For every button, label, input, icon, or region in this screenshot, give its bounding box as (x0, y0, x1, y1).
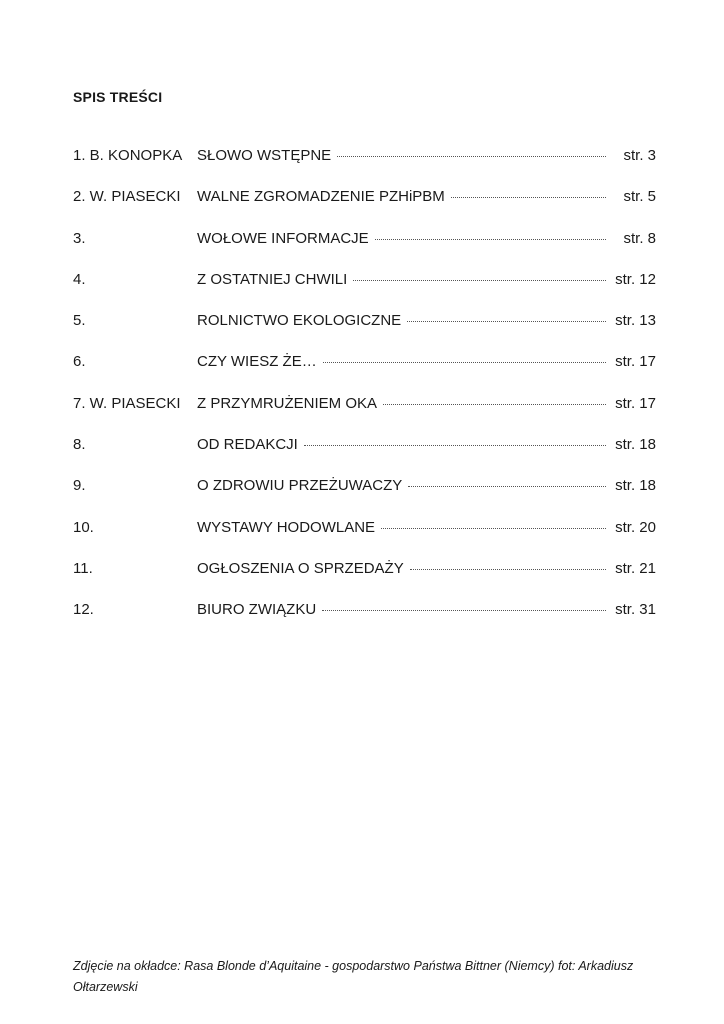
toc-list (73, 147, 656, 643)
toc-entry-number: 10. (73, 518, 94, 536)
toc-entry-title: Z PRZYMRUŻENIEM OKA (197, 394, 378, 412)
toc-entry-title: O ZDROWIU PRZEŻUWACZY (197, 477, 403, 495)
dot-leader (407, 321, 606, 322)
toc-entry (73, 436, 656, 477)
toc-entry-page: str. 21 (615, 559, 656, 577)
toc-entry-page: str. 17 (615, 353, 656, 371)
toc-entry-title: WALNE ZGROMADZENIE PZHiPBM (197, 188, 445, 206)
toc-entry-page: str. 3 (623, 147, 656, 164)
toc-entry-number: 7. W. PIASECKI (73, 394, 181, 412)
toc-entry (73, 353, 656, 394)
toc-entry-page: str. 13 (615, 312, 656, 330)
dot-leader (304, 445, 606, 446)
toc-entry-title: WOŁOWE INFORMACJE (197, 229, 369, 247)
dot-leader (322, 610, 606, 611)
cover-photo-caption: Zdjęcie na okładce: Rasa Blonde d’Aquitaine - gospodarstwo Państwa Bittner (Niemcy) fot: Arkadiusz Ołtarzewski (73, 959, 634, 994)
toc-entry-number: 8. (73, 436, 86, 454)
toc-entry-number: 4. (73, 270, 86, 288)
dot-leader (383, 404, 606, 405)
toc-entry-title: SŁOWO WSTĘPNE (197, 147, 332, 164)
toc-entry (73, 395, 656, 436)
toc-entry-page: str. 5 (623, 188, 656, 206)
toc-entry-number: 2. W. PIASECKI (73, 188, 181, 206)
toc-entry-title: CZY WIESZ ŻE… (197, 353, 317, 371)
dot-leader (381, 528, 606, 529)
toc-entry (73, 188, 656, 229)
toc-entry (73, 312, 656, 353)
toc-entry-page: str. 8 (623, 229, 656, 247)
toc-entry-title: OGŁOSZENIA O SPRZEDAŻY (197, 559, 404, 577)
toc-entry-page: str. 18 (615, 436, 656, 454)
toc-entry-number: 9. (73, 477, 86, 495)
toc-entry-page: str. 17 (615, 394, 656, 412)
toc-entry-number: 6. (73, 353, 86, 371)
toc-entry-number: 12. (73, 601, 94, 619)
toc-entry (73, 230, 656, 271)
toc-entry (73, 147, 656, 188)
toc-entry-page: str. 20 (615, 518, 656, 536)
dot-leader (323, 362, 606, 363)
toc-entry-number: 3. (73, 229, 86, 247)
dot-leader (353, 280, 606, 281)
toc-entry-title: ROLNICTWO EKOLOGICZNE (197, 312, 402, 330)
toc-entry (73, 601, 656, 642)
toc-entry-title: BIURO ZWIĄZKU (197, 601, 317, 619)
dot-leader (375, 239, 606, 240)
toc-entry-page: str. 12 (615, 270, 656, 288)
dot-leader (337, 156, 606, 157)
toc-entry-page: str. 31 (615, 601, 656, 619)
toc-entry-number: 11. (73, 559, 93, 577)
toc-heading: SPIS TREŚCI (73, 89, 163, 105)
toc-entry (73, 271, 656, 312)
toc-entry-page: str. 18 (615, 477, 656, 495)
toc-entry-title: WYSTAWY HODOWLANE (197, 518, 376, 536)
dot-leader (410, 569, 606, 570)
toc-entry-title: OD REDAKCJI (197, 436, 298, 454)
toc-entry (73, 519, 656, 560)
toc-entry-number: 1. B. KONOPKA (73, 147, 183, 164)
toc-entry-number: 5. (73, 312, 86, 330)
toc-entry (73, 477, 656, 518)
dot-leader (451, 197, 606, 198)
dot-leader (408, 486, 606, 487)
toc-entry (73, 560, 656, 601)
toc-entry-title: Z OSTATNIEJ CHWILI (197, 270, 348, 288)
